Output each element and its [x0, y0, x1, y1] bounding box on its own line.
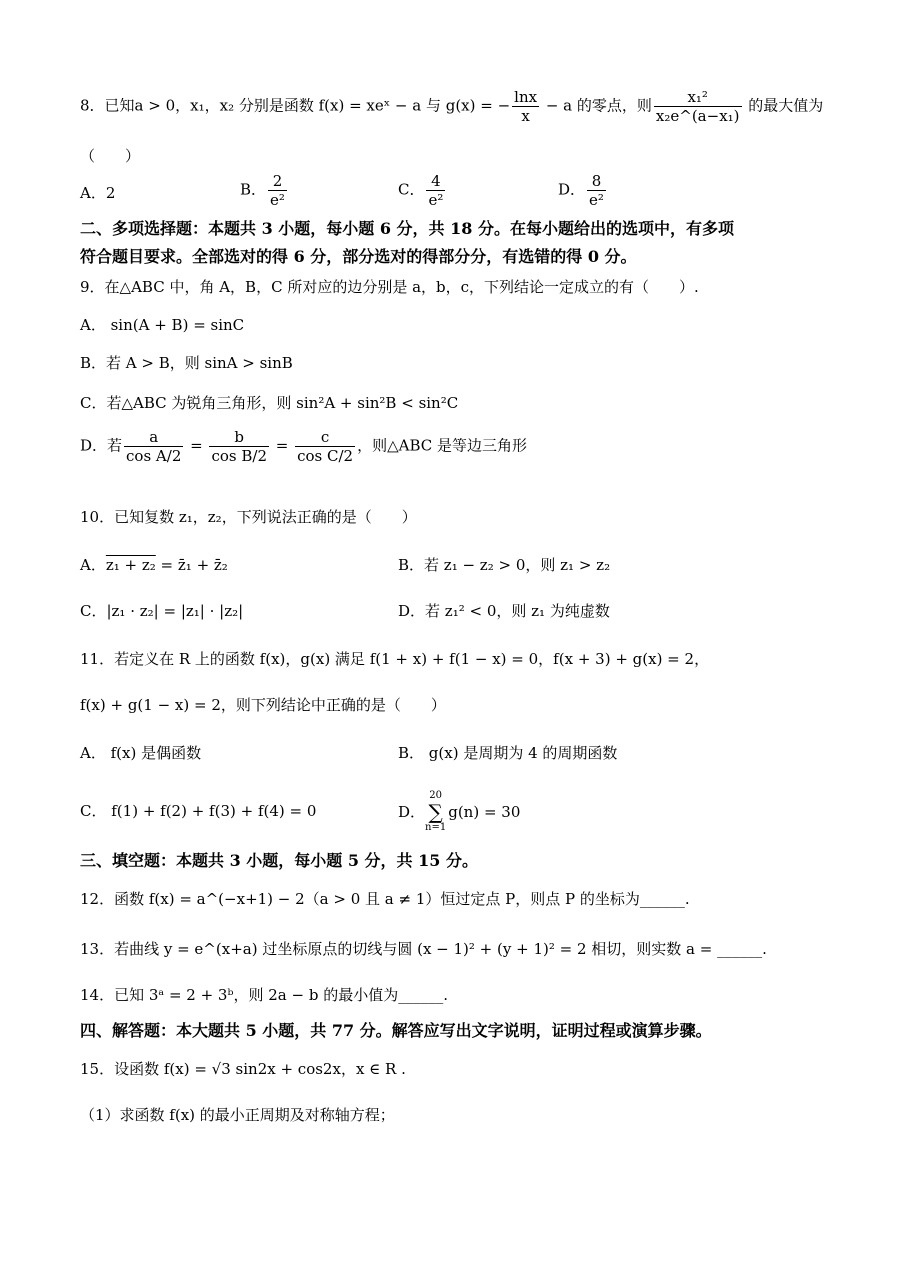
q12-stem: 12．函数 f(x) = a^(−x+1) − 2（a > 0 且 a ≠ 1）恒过定点 P，则点 P 的坐标为______. [80, 890, 690, 908]
q8-paren: （ ） [80, 147, 141, 165]
q11-option-c: C． f(1) + f(2) + f(3) + f(4) = 0 [80, 802, 317, 820]
q8-option-b: B． $\frac{2}{\text{e²}}$ [240, 172, 285, 209]
q9-option-b: B．若 A > B，则 sinA > sinB [80, 354, 293, 372]
q9-option-c: C．若△ABC 为锐角三角形，则 sin²A + sin²B < sin²C [80, 394, 459, 412]
q14-stem: 14．已知 3ᵃ = 2 + 3ᵇ，则 2a − b 的最小值为______. [80, 986, 448, 1004]
section-2-heading-line1: 二、多项选择题：本题共 3 小题，每小题 6 分，共 18 分。在每小题给出的选项中，有多项 [80, 219, 734, 238]
q8-option-d: D． $\frac{8}{\text{e²}}$ [558, 172, 604, 209]
section-2-heading-line2: 符合题目要求。全部选对的得 6 分，部分选对的得部分分，有选错的得 0 分。 [80, 247, 637, 266]
q8-lnx-fraction: $\frac{\ln x}{x}$ [514, 88, 538, 125]
summation-symbol: 20 ∑ n=1 [425, 790, 447, 833]
section-3-heading: 三、填空题：本题共 3 小题，每小题 5 分，共 15 分。 [80, 851, 478, 870]
q11-option-b: B． g(x) 是周期为 4 的周期函数 [398, 744, 618, 762]
q11-stem-line1: 11．若定义在 R 上的函数 f(x)，g(x) 满足 f(1 + x) + f(1 − x) = 0，f(x + 3) + g(x) = 2， [80, 650, 710, 668]
q10-stem: 10．已知复数 z₁，z₂，下列说法正确的是（ ） [80, 508, 417, 526]
section-4-heading: 四、解答题：本大题共 5 小题，共 77 分。解答应写出文字说明，证明过程或演算步骤。 [80, 1021, 712, 1040]
q10-option-c: C．|z₁ · z₂| = |z₁| · |z₂| [80, 602, 244, 620]
q11-option-a: A． f(x) 是偶函数 [80, 744, 202, 762]
q15-part1: （1）求函数 f(x) 的最小正周期及对称轴方程； [80, 1106, 395, 1124]
q10-option-a: A．z₁ + z₂ = z̄₁ + z̄₂ [80, 556, 228, 574]
q10-option-d: D．若 z₁² < 0，则 z₁ 为纯虚数 [398, 602, 610, 620]
q8-option-c: C． $\frac{4}{\text{e²}}$ [398, 172, 444, 209]
q8-stem-text: 8．已知a > 0，x₁，x₂ 分别是函数 f(x) = xeˣ − a 与 g(x) = − [80, 96, 511, 115]
q13-stem: 13．若曲线 y = e^(x+a) 过坐标原点的切线与圆 (x − 1)² + (y + 1)² = 2 相切，则实数 a = ______. [80, 940, 767, 958]
q10-option-b: B．若 z₁ − z₂ > 0，则 z₁ > z₂ [398, 556, 611, 574]
q9-option-a: A． sin(A + B) = sinC [80, 316, 245, 334]
q9-stem: 9．在△ABC 中，角 A，B，C 所对应的边分别是 a，b，c，下列结论一定成立的有（ ）. [80, 278, 699, 296]
q11-stem-line2: f(x) + g(1 − x) = 2，则下列结论中正确的是（ ） [80, 696, 446, 714]
q8-stem: 8．已知a > 0，x₁，x₂ 分别是函数 f(x) = xeˣ − a 与 g(x) = − $\frac{\ln x}{x}$ − a 的零点，则 $\frac{\text{x₁²}}{\text{x₂e\textasciicircum{}(a−x₁)}}$ 的最大值为 [80, 88, 824, 125]
q8-option-a: A．2 [80, 184, 116, 202]
q15-stem: 15．设函数 f(x) = √3 sin2x + cos2x，x ∈ R . [80, 1060, 406, 1078]
q11-option-d: D． 20 ∑ n=1 g(n) = 30 [398, 790, 521, 833]
q9-option-d: D．若 $\frac{a}{\text{cos A/2}}$ = $\frac{b}{\text{cos B/2}}$ = $\frac{c}{\text{cos C/2}}$ ，则△ABC 是等边三角形 [80, 428, 528, 465]
q8-ratio-fraction: $\frac{\text{x₁²}}{\text{x₂e\textasciicircum{}(a−x₁)}}$ [655, 88, 740, 125]
